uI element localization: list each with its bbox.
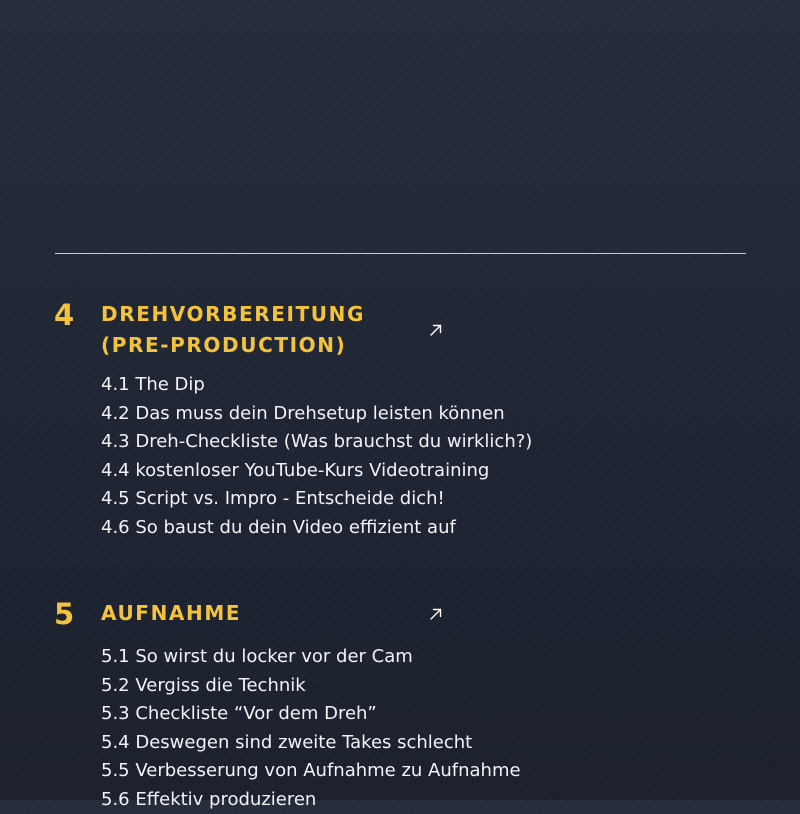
section-title[interactable]: AUFNAHME (101, 598, 421, 629)
list-item[interactable]: 4.1 The Dip (101, 371, 532, 400)
list-item[interactable]: 5.4 Deswegen sind zweite Takes schlecht (101, 729, 521, 758)
section-item-list (101, 643, 521, 814)
list-item[interactable]: 5.6 Effektiv produzieren (101, 786, 521, 814)
section-divider (55, 253, 746, 254)
list-item[interactable]: 5.2 Vergiss die Technik (101, 672, 521, 701)
list-item[interactable]: 4.6 So baust du dein Video effizient auf (101, 514, 532, 543)
list-item[interactable]: 5.3 Checkliste “Vor dem Dreh” (101, 700, 521, 729)
arrow-up-right-icon[interactable] (428, 606, 444, 622)
list-item[interactable]: 4.2 Das muss dein Drehsetup leisten können (101, 400, 532, 429)
list-item[interactable]: 4.5 Script vs. Impro - Entscheide dich! (101, 485, 532, 514)
list-item[interactable]: 4.4 kostenloser YouTube-Kurs Videotraining (101, 457, 532, 486)
section-number: 5 (54, 600, 74, 629)
list-item[interactable]: 4.3 Dreh-Checkliste (Was brauchst du wirklich?) (101, 428, 532, 457)
section-title[interactable]: DREHVORBEREITUNG (PRE-PRODUCTION) (101, 299, 421, 361)
list-item[interactable]: 5.1 So wirst du locker vor der Cam (101, 643, 521, 672)
section-item-list (101, 371, 532, 542)
list-item[interactable]: 5.5 Verbesserung von Aufnahme zu Aufnahme (101, 757, 521, 786)
section-number: 4 (54, 301, 74, 330)
arrow-up-right-icon[interactable] (428, 322, 444, 338)
